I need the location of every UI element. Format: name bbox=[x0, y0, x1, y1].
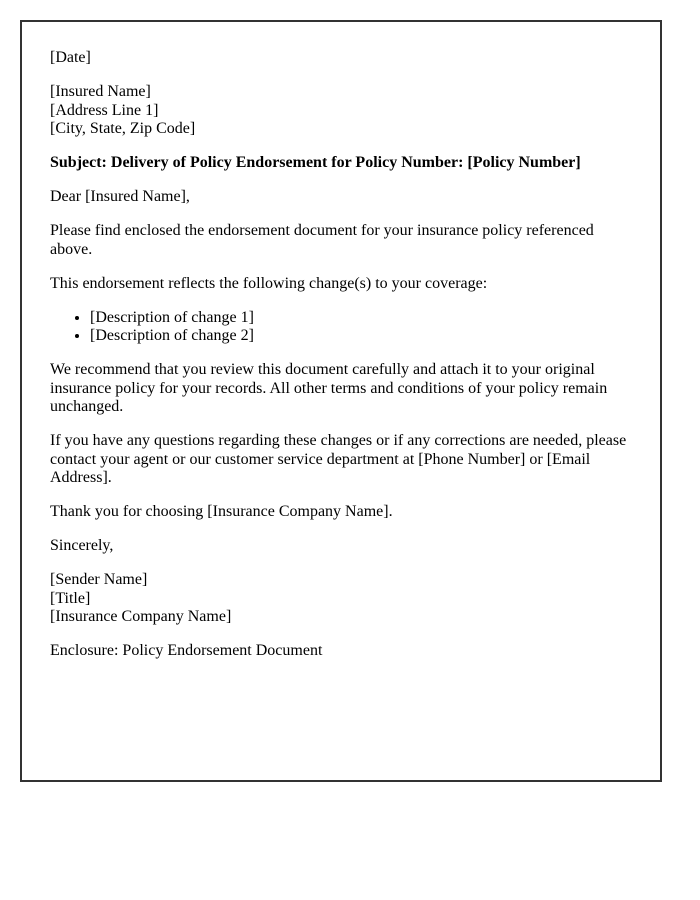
changes-list bbox=[50, 309, 635, 346]
enclosure-note: Enclosure: Policy Endorsement Document bbox=[50, 642, 323, 659]
subject-line: Subject: Delivery of Policy Endorsement for Policy Number: [Policy Number] bbox=[50, 154, 581, 171]
salutation: Dear [Insured Name], bbox=[50, 188, 190, 205]
recipient-block bbox=[50, 83, 635, 139]
signature-block bbox=[50, 571, 635, 627]
recipient-name: [Insured Name] bbox=[50, 83, 151, 100]
paragraph-thanks: Thank you for choosing [Insurance Company Name]. bbox=[50, 503, 393, 520]
paragraph-intro: Please find enclosed the endorsement document for your insurance policy referenced above. bbox=[50, 222, 594, 258]
paragraph-contact: If you have any questions regarding these changes or if any corrections are needed, please contact your agent or our customer service department at [Phone Number] or [Email Address]. bbox=[50, 432, 627, 486]
recipient-address-line1: [Address Line 1] bbox=[50, 101, 159, 119]
sender-name: [Sender Name] bbox=[50, 571, 148, 588]
paragraph-recommendation: We recommend that you review this document carefully and attach it to your original insurance policy for your records. All other terms and conditions of your policy remain unchanged. bbox=[50, 361, 608, 415]
letter-page bbox=[20, 20, 662, 782]
sender-title: [Title] bbox=[50, 589, 91, 607]
recipient-city-state-zip: [City, State, Zip Code] bbox=[50, 120, 196, 137]
closing: Sincerely, bbox=[50, 537, 114, 554]
paragraph-changes-intro: This endorsement reflects the following change(s) to your coverage: bbox=[50, 274, 488, 292]
sender-company: [Insurance Company Name] bbox=[50, 608, 232, 625]
date-line: [Date] bbox=[50, 49, 91, 66]
change-item-2: • [Description of change 2] bbox=[90, 327, 635, 346]
change-item-1: • [Description of change 1] bbox=[90, 309, 635, 328]
